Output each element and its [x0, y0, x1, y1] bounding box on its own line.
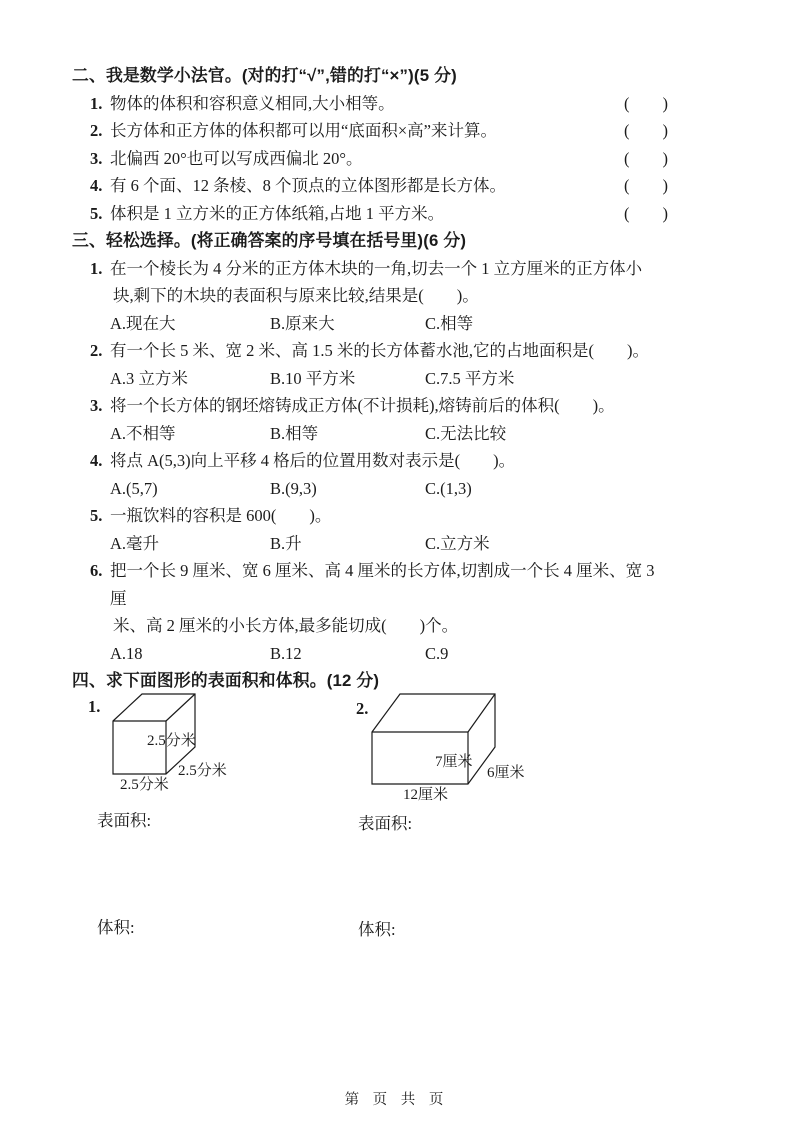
options-row	[90, 475, 668, 503]
option-a: A.(5,7)	[110, 478, 158, 498]
mc-question-4	[72, 447, 668, 502]
question-text-continued: 米、高 2 厘米的小长方体,最多能切成( )个。	[113, 616, 459, 635]
options-row	[90, 530, 668, 558]
answer-bracket: ( )	[624, 176, 668, 195]
option-c: C.相等	[425, 313, 474, 333]
question-text: 北偏西 20°也可以写成西偏北 20°。	[110, 148, 363, 168]
option-c: C.(1,3)	[425, 478, 472, 498]
option-c: C.9	[425, 643, 449, 663]
question-text: 长方体和正方体的体积都可以用“底面积×高”来计算。	[110, 121, 497, 140]
mc-question-5	[72, 502, 668, 557]
question-text: 在一个棱长为 4 分米的正方体木块的一角,切去一个 1 立方厘米的正方体小	[110, 258, 643, 278]
tf-row-2	[72, 117, 668, 145]
mc-question-3	[72, 392, 668, 447]
question-text: 物体的体积和容积意义相同,大小相等。	[110, 93, 395, 113]
option-a: A.3 立方米	[110, 368, 188, 388]
question-text: 把一个长 9 厘米、宽 6 厘米、高 4 厘米的长方体,切割成一个长 4 厘米、宽 3 厘	[110, 561, 655, 608]
option-c: C.立方米	[425, 533, 490, 553]
answer-bracket: ( )	[624, 148, 668, 168]
options-row	[90, 640, 668, 668]
options-row	[90, 365, 668, 393]
answer-bracket: ( )	[624, 93, 668, 113]
tf-row-5	[72, 200, 668, 228]
volume-label-1: 体积:	[97, 917, 135, 937]
question-number: 4.	[90, 176, 103, 195]
option-b: B.原来大	[270, 313, 335, 333]
question-number: 6.	[90, 561, 103, 580]
question-text: 体积是 1 立方米的正方体纸箱,占地 1 平方米。	[110, 203, 445, 223]
question-number: 1.	[90, 93, 103, 113]
option-b: B.相等	[270, 423, 319, 443]
figures-area	[72, 695, 668, 1025]
option-b: B.10 平方米	[270, 368, 356, 388]
option-b: B.(9,3)	[270, 478, 317, 498]
option-a: A.不相等	[110, 423, 176, 443]
option-b: B.12	[270, 643, 302, 663]
question-text: 将一个长方体的钢坯熔铸成正方体(不计损耗),熔铸前后的体积( )。	[110, 396, 615, 415]
option-a: A.现在大	[110, 313, 176, 333]
question-number: 4.	[90, 451, 103, 470]
volume-label-2: 体积:	[358, 919, 396, 939]
question-text-continued: 块,剩下的木块的表面积与原来比较,结果是( )。	[113, 286, 479, 305]
surface-area-label-1: 表面积:	[97, 810, 152, 830]
mc-question-6	[72, 557, 668, 667]
question-text: 有一个长 5 米、宽 2 米、高 1.5 米的长方体蓄水池,它的占地面积是( )。	[110, 341, 649, 360]
answer-bracket: ( )	[624, 203, 668, 223]
question-number: 5.	[90, 506, 103, 525]
option-a: A.毫升	[110, 533, 160, 553]
cuboid-height-label: 7厘米	[435, 753, 473, 770]
question-text: 一瓶饮料的容积是 600( )。	[110, 506, 332, 525]
section-4-title: 四、求下面图形的表面积和体积。(12 分)	[72, 671, 380, 690]
section-2-title: 二、我是数学小法官。(对的打“√”,错的打“×”)(5 分)	[72, 66, 457, 85]
answer-bracket: ( )	[624, 121, 668, 140]
option-a: A.18	[110, 643, 143, 663]
cube-depth-label: 2.5分米	[178, 762, 227, 779]
mc-question-1	[72, 255, 668, 338]
cube-width-label: 2.5分米	[120, 776, 169, 793]
worksheet-content	[72, 62, 668, 1025]
question-number: 3.	[90, 148, 103, 168]
question-number: 2.	[90, 121, 103, 140]
figure-1-number: 1.	[88, 696, 101, 716]
options-row	[90, 420, 668, 448]
cube-height-label: 2.5分米	[147, 732, 196, 749]
cuboid-width-label: 12厘米	[403, 786, 449, 803]
page-footer: 第 页 共 页	[344, 1092, 449, 1108]
question-text: 有 6 个面、12 条棱、8 个顶点的立体图形都是长方体。	[110, 176, 506, 195]
tf-row-1	[72, 90, 668, 118]
option-c: C.7.5 平方米	[425, 368, 515, 388]
option-c: C.无法比较	[425, 423, 507, 443]
options-row	[90, 310, 668, 338]
tf-row-4	[72, 172, 668, 200]
tf-row-3	[72, 145, 668, 173]
cuboid-depth-label: 6厘米	[487, 764, 525, 781]
question-number: 5.	[90, 203, 103, 223]
question-text: 将点 A(5,3)向上平移 4 格后的位置用数对表示是( )。	[110, 451, 516, 470]
question-number: 1.	[90, 258, 103, 278]
mc-question-2	[72, 337, 668, 392]
section-3-title: 三、轻松选择。(将正确答案的序号填在括号里)(6 分)	[72, 231, 467, 250]
question-number: 3.	[90, 396, 103, 415]
surface-area-label-2: 表面积:	[358, 813, 413, 833]
figure-2-number: 2.	[356, 698, 369, 718]
option-b: B.升	[270, 533, 302, 553]
cuboid-figure	[358, 691, 533, 809]
question-number: 2.	[90, 341, 103, 360]
cube-figure	[100, 691, 245, 803]
